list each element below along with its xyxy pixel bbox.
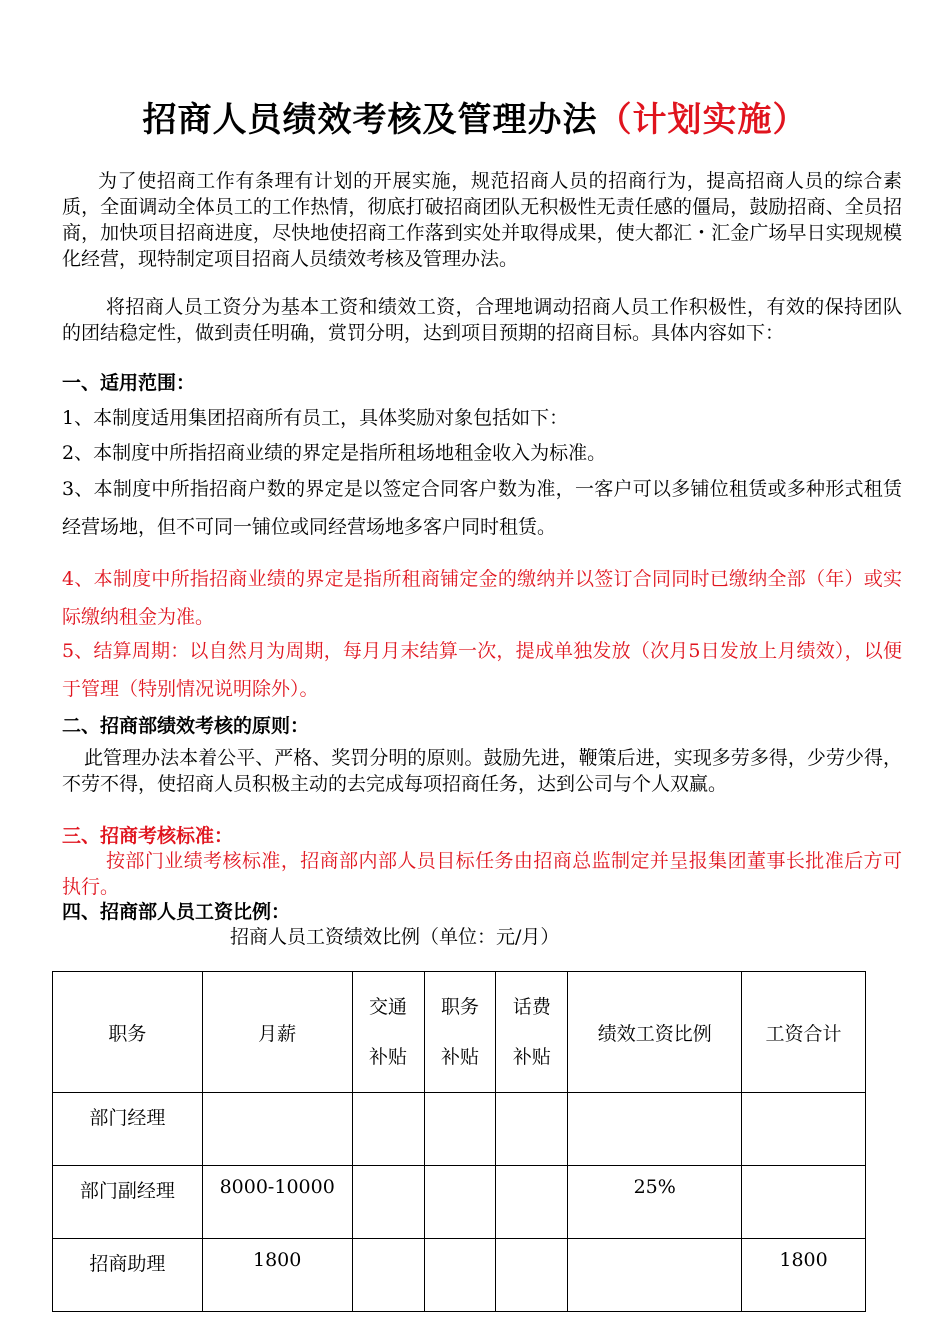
page-title bbox=[0, 92, 950, 141]
cell-duty bbox=[424, 1093, 496, 1166]
title-suffix: （计划实施） bbox=[597, 100, 808, 140]
header-phone: 话费 补贴 bbox=[496, 972, 568, 1093]
section-3-heading: 三、招商考核标准： bbox=[62, 825, 234, 847]
cell-position: 招商助理 bbox=[53, 1239, 203, 1312]
cell-phone bbox=[496, 1239, 568, 1312]
section-1-item-1: 1、本制度适用集团招商所有员工，具体奖励对象包括如下： bbox=[62, 407, 569, 429]
cell-transport bbox=[352, 1239, 424, 1312]
table-row bbox=[53, 1166, 866, 1239]
intro-paragraph-2: 将招商人员工资分为基本工资和绩效工资，合理地调动招商人员工作积极性，有效的保持团队的团结稳定性，做到责任明确，赏罚分明，达到项目预期的招商目标。具体内容如下： bbox=[62, 296, 902, 344]
section-1-item-4: 4、本制度中所指招商业绩的界定是指所租商铺定金的缴纳并以签订合同同时已缴纳全部（年）或实际缴纳租金为准。 bbox=[62, 568, 902, 628]
header-ratio: 绩效工资比例 bbox=[568, 972, 742, 1093]
section-2-heading: 二、招商部绩效考核的原则： bbox=[62, 715, 310, 737]
cell-total bbox=[742, 1093, 866, 1166]
table-row bbox=[53, 1093, 866, 1166]
header-duty: 职务 补贴 bbox=[424, 972, 496, 1093]
cell-salary bbox=[202, 1093, 352, 1166]
section-1-heading: 一、适用范围： bbox=[62, 372, 196, 394]
header-position: 职务 bbox=[53, 972, 203, 1093]
cell-ratio: 25% bbox=[568, 1166, 742, 1239]
header-total: 工资合计 bbox=[742, 972, 866, 1093]
cell-phone bbox=[496, 1093, 568, 1166]
table-row bbox=[53, 1239, 866, 1312]
title-main: 招商人员绩效考核及管理办法 bbox=[142, 100, 598, 140]
cell-salary: 8000-10000 bbox=[202, 1166, 352, 1239]
table-caption: 招商人员工资绩效比例（单位：元/月） bbox=[230, 926, 560, 948]
cell-ratio bbox=[568, 1093, 742, 1166]
header-transport: 交通 补贴 bbox=[352, 972, 424, 1093]
cell-duty bbox=[424, 1166, 496, 1239]
cell-position: 部门经理 bbox=[53, 1093, 203, 1166]
section-4-heading: 四、招商部人员工资比例： bbox=[62, 901, 291, 923]
cell-position: 部门副经理 bbox=[53, 1166, 203, 1239]
section-1-item-2: 2、本制度中所指招商业绩的界定是指所租场地租金收入为标准。 bbox=[62, 442, 607, 464]
header-salary: 月薪 bbox=[202, 972, 352, 1093]
section-1-item-5: 5、结算周期：以自然月为周期，每月月末结算一次，提成单独发放（次月5日发放上月绩效），以便于管理（特别情况说明除外）。 bbox=[62, 640, 902, 700]
cell-total bbox=[742, 1166, 866, 1239]
section-2-body: 此管理办法本着公平、严格、奖罚分明的原则。鼓励先进，鞭策后进，实现多劳多得，少劳少得，不劳不得，使招商人员积极主动的去完成每项招商任务，达到公司与个人双赢。 bbox=[62, 747, 902, 795]
intro-paragraph-1: 为了使招商工作有条理有计划的开展实施，规范招商人员的招商行为，提高招商人员的综合素质，全面调动全体员工的工作热情，彻底打破招商团队无积极性无责任感的僵局，鼓励招商、全员招商，加快项目招商进度，尽快地使招商工作落到实处并取得成果，使大都汇・汇金广场早日实现规模化经营，现特制定项目招商人员绩效考核及管理办法。 bbox=[62, 170, 902, 270]
cell-transport bbox=[352, 1093, 424, 1166]
cell-salary: 1800 bbox=[202, 1239, 352, 1312]
table-header-row bbox=[53, 972, 866, 1093]
section-1-item-3: 3、本制度中所指招商户数的界定是以签定合同客户数为准，一客户可以多铺位租赁或多种形式租赁经营场地，但不可同一铺位或同经营场地多客户同时租赁。 bbox=[62, 478, 902, 538]
cell-total: 1800 bbox=[742, 1239, 866, 1312]
cell-transport bbox=[352, 1166, 424, 1239]
wage-ratio-table bbox=[52, 971, 866, 1312]
cell-ratio bbox=[568, 1239, 742, 1312]
cell-duty bbox=[424, 1239, 496, 1312]
section-3-body: 按部门业绩考核标准，招商部内部人员目标任务由招商总监制定并呈报集团董事长批准后方可执行。 bbox=[62, 850, 902, 898]
cell-phone bbox=[496, 1166, 568, 1239]
